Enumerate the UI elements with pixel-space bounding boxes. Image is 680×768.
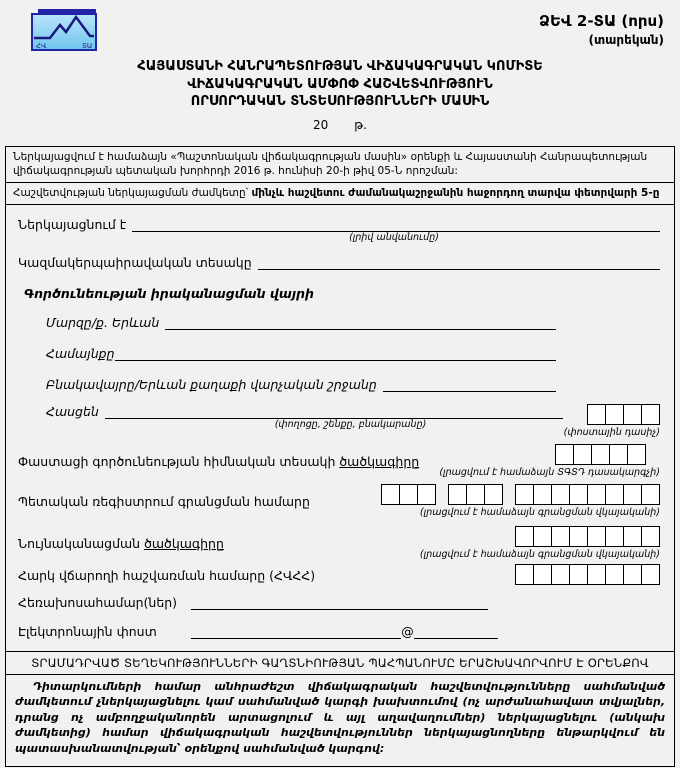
report-subject-title: ՈՐՍՈՐԴԱԿԱՆ ՏՆՏԵՍՈՒԹՅՈՒՆՆԵՐԻ ՄԱՍԻՆ [190, 94, 490, 109]
code-cell[interactable] [641, 484, 660, 505]
email-domain-input-line[interactable] [414, 624, 498, 639]
id-code-caption: (լրացվում է համաձայն գրանցման վկայականի) [419, 548, 660, 560]
registry-block [381, 484, 660, 518]
code-cell[interactable] [484, 484, 503, 505]
presenter-input-line[interactable] [132, 217, 660, 232]
code-cell[interactable] [641, 526, 660, 547]
code-cell[interactable] [533, 526, 552, 547]
postal-code-block [564, 404, 660, 438]
title-block [0, 58, 680, 111]
location-section-label: Գործունեության իրականացման վայրի [24, 285, 314, 301]
address-left [18, 404, 563, 430]
year-suffix: թ. [354, 117, 367, 132]
settlement-input-line[interactable] [383, 377, 556, 392]
id-label-underlined: ծածկագիրը [144, 535, 224, 551]
code-cell[interactable] [587, 484, 606, 505]
community-input-line[interactable] [115, 346, 557, 361]
code-cell[interactable] [627, 444, 646, 465]
legal-type-label: Կազմակերպաիրավական տեսակը [18, 254, 252, 270]
code-cell[interactable] [605, 564, 624, 585]
id-code-block [420, 526, 660, 560]
activity-code-cells [555, 444, 646, 465]
code-cell[interactable] [533, 564, 552, 585]
address-label: Հասցեն [46, 403, 99, 419]
code-cell[interactable] [623, 526, 642, 547]
code-cell[interactable] [609, 444, 628, 465]
code-cell[interactable] [466, 484, 485, 505]
tin-block [515, 564, 660, 585]
presenter-caption: (լրիվ անվանումը) [349, 231, 439, 243]
year-line [0, 118, 680, 132]
code-cell[interactable] [417, 484, 436, 505]
registry-gap [436, 484, 448, 505]
marz-input-line[interactable] [165, 315, 556, 330]
code-cell[interactable] [515, 484, 534, 505]
logo-letters-right: ՏԱ [82, 42, 93, 50]
marz-row [46, 315, 556, 330]
header-bar [0, 6, 680, 56]
email-label: Էլեկտրոնային փոստ [18, 623, 157, 639]
code-cell[interactable] [623, 564, 642, 585]
postal-code-cells [587, 404, 660, 425]
code-cell[interactable] [605, 484, 624, 505]
code-cell[interactable] [515, 526, 534, 547]
registry-cells-b [448, 484, 503, 505]
code-cell[interactable] [551, 484, 570, 505]
code-cell[interactable] [587, 404, 606, 425]
logo-letters-left: ՀՎ [36, 42, 47, 50]
registry-cell-groups [381, 484, 660, 505]
form-period: (տարեկան) [588, 33, 664, 47]
liability-text: Դիտարկումների համար անհրաժեշտ վիճակագրական հաշվետվությունները սահմանված ժամկետում չներկայացնելու կամ սահմանված կարգի խախտումով (ոչ արժանահավատ տվյալներ, դրանց ոչ ամբողջականորեն արտացոլում և այլ աղավաղումներ) ներկայացնելու (անկախ ժամկետից) համար վիճակագրական հաշվետվություններ ներկայացնողները ենթարկվում են պատասխանատվության՝ օրենքով սահմանված կարգով: [15, 679, 665, 755]
code-cell[interactable] [569, 484, 588, 505]
code-cell[interactable] [623, 484, 642, 505]
phone-label: Հեռախոսահամար(ներ) [18, 594, 178, 610]
form-code-block [539, 8, 664, 56]
code-cell[interactable] [515, 564, 534, 585]
id-code-cells [515, 526, 660, 547]
code-cell[interactable] [605, 404, 624, 425]
code-cell[interactable] [587, 526, 606, 547]
deadline-bold: մինչև հաշվետու ժամանակաշրջանին հաջորդող տարվա փետրվարի 5-ը [251, 186, 660, 199]
armstat-logo [30, 8, 100, 52]
code-cell[interactable] [569, 526, 588, 547]
settlement-label: Բնակավայրը/Երևան քաղաքի վարչական շրջանը [46, 376, 377, 392]
phone-row [18, 595, 488, 610]
community-label: Համայնքը [46, 345, 115, 361]
code-cell[interactable] [448, 484, 467, 505]
year-prefix: 20 [313, 117, 329, 132]
registry-cells-c [515, 484, 660, 505]
report-type-title: ՎԻՃԱԿԱԳՐԱԿԱՆ ԱՄՓՈՓ ՀԱՇՎԵՏՎՈՒԹՅՈՒՆ [187, 76, 493, 92]
registry-cells-a [381, 484, 436, 505]
code-cell[interactable] [623, 404, 642, 425]
email-at-sign: @ [401, 623, 414, 639]
code-cell[interactable] [551, 564, 570, 585]
code-cell[interactable] [605, 526, 624, 547]
activity-code-block [439, 444, 660, 478]
tin-row [18, 564, 660, 585]
form-code: ՁԵՎ 2-ՏԱ (որս) [539, 12, 664, 30]
address-caption: (փողոցը, շենքը, բնակարանը) [274, 418, 427, 430]
phone-input-line[interactable] [191, 595, 488, 610]
email-row [18, 624, 498, 639]
armstat-logo-graphic [30, 8, 100, 52]
committee-title: ՀԱՅԱՍՏԱՆԻ ՀԱՆՐԱՊԵՏՈՒԹՅԱՆ ՎԻՃԱԿԱԳՐԱԿԱՆ ԿՈՄԻՏԵ [137, 59, 543, 74]
tin-cells [515, 564, 660, 585]
confidentiality-banner: ՏՐԱՄԱԴՐՎԱԾ ՏԵՂԵԿՈՒԹՅՈՒՆՆԵՐԻ ԳԱՂՏՆԻՈՒԹՅԱՆ ՊԱՀՊԱՆՈՒՄԸ ԵՐԱՇԽԱՎՈՐՎՈՒՄ Է ՕՐԵՆՔՈՎ [6, 652, 674, 675]
settlement-row [46, 377, 556, 392]
tin-label: Հարկ վճարողի հաշվառման համարը (ՀՎՀՀ) [18, 567, 316, 583]
code-cell[interactable] [569, 564, 588, 585]
code-cell[interactable] [641, 564, 660, 585]
code-cell[interactable] [381, 484, 400, 505]
registry-gap [503, 484, 515, 505]
address-line-row [46, 404, 563, 419]
code-cell[interactable] [573, 444, 592, 465]
activity-code-row [18, 444, 660, 478]
code-cell[interactable] [399, 484, 418, 505]
address-input-line[interactable] [105, 404, 563, 419]
legal-basis-notice: Ներկայացվում է համաձայն «Պաշտոնական վիճակագրության մասին» օրենքի և Հայաստանի Հանրապետության վիճակագրության պետական խորհրդի 2016 թ. հունիսի 20-ի թիվ 05-Ն որոշման: [6, 147, 674, 183]
presenter-row [18, 217, 660, 232]
email-local-input-line[interactable] [191, 624, 402, 639]
code-cell[interactable] [533, 484, 552, 505]
legal-type-row [18, 255, 660, 270]
activity-label-underlined: ծածկագիրը [339, 453, 420, 469]
presenter-label: Ներկայացնում է [18, 216, 127, 232]
liability-notice [6, 675, 674, 767]
form-table [5, 146, 675, 768]
legal-type-input-line[interactable] [258, 255, 660, 270]
code-cell[interactable] [591, 444, 610, 465]
registry-caption: (լրացվում է համաձայն գրանցման վկայականի) [419, 506, 660, 518]
marz-label: Մարզը/ք. Երևան [46, 314, 160, 330]
code-cell[interactable] [555, 444, 574, 465]
activity-label-text: Փաստացի գործունեության հիմնական տեսակի [18, 453, 340, 469]
community-row [46, 346, 556, 361]
id-label-text: Նույնականացման [18, 535, 145, 551]
code-cell[interactable] [641, 404, 660, 425]
code-cell[interactable] [551, 526, 570, 547]
postal-caption: (փոստային դասիչ) [563, 426, 660, 438]
activity-caption: (լրացվում է համաձայն ՏԳՏԴ դասակարգչի) [439, 466, 660, 478]
activity-label [18, 444, 419, 469]
deadline-notice [6, 183, 674, 205]
deadline-prefix: Հաշվետվության ներկայացման ժամկետը՝ [13, 186, 252, 199]
fields-section [6, 205, 674, 652]
id-code-label [18, 526, 224, 551]
registry-label: Պետական ռեգիստրում գրանցման համարը [18, 493, 310, 509]
code-cell[interactable] [587, 564, 606, 585]
registry-row [18, 484, 660, 518]
id-code-row [18, 526, 660, 560]
address-row [18, 404, 660, 438]
